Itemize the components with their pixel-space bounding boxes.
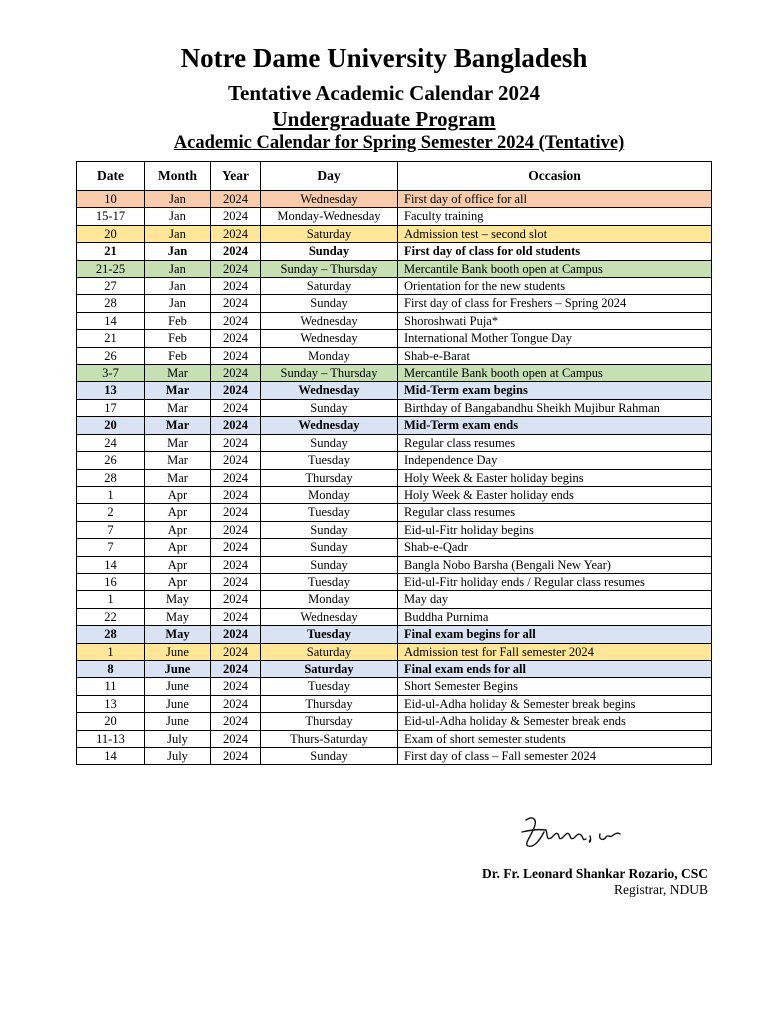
cell-occasion: Bangla Nobo Barsha (Bengali New Year) — [398, 556, 712, 573]
col-header-date: Date — [77, 162, 145, 191]
cell-occasion: May day — [398, 591, 712, 608]
col-header-occasion: Occasion — [398, 162, 712, 191]
table-row — [77, 678, 712, 695]
cell-occasion: Mid-Term exam begins — [398, 382, 712, 399]
table-row — [77, 626, 712, 643]
cell-year: 2024 — [211, 521, 261, 538]
table-row — [77, 486, 712, 503]
table-row — [77, 643, 712, 660]
cell-month: June — [145, 643, 211, 660]
cell-year: 2024 — [211, 591, 261, 608]
cell-date: 21 — [77, 330, 145, 347]
cell-year: 2024 — [211, 608, 261, 625]
cell-occasion: Shoroshwati Puja* — [398, 312, 712, 329]
cell-date: 20 — [77, 225, 145, 242]
cell-date: 15-17 — [77, 208, 145, 225]
cell-occasion: Regular class resumes — [398, 434, 712, 451]
cell-month: Jan — [145, 260, 211, 277]
cell-month: Mar — [145, 417, 211, 434]
cell-occasion: Admission test for Fall semester 2024 — [398, 643, 712, 660]
cell-date: 13 — [77, 382, 145, 399]
cell-occasion: Eid-ul-Adha holiday & Semester break begins — [398, 695, 712, 712]
cell-day: Thursday — [261, 695, 398, 712]
table-row — [77, 330, 712, 347]
cell-day: Tuesday — [261, 678, 398, 695]
cell-occasion: Eid-ul-Fitr holiday begins — [398, 521, 712, 538]
cell-month: Feb — [145, 330, 211, 347]
cell-month: July — [145, 748, 211, 765]
table-row — [77, 278, 712, 295]
cell-month: Apr — [145, 521, 211, 538]
cell-month: June — [145, 695, 211, 712]
cell-day: Monday — [261, 486, 398, 503]
cell-year: 2024 — [211, 643, 261, 660]
cell-occasion: First day of class for Freshers – Spring 2024 — [398, 295, 712, 312]
signature-image — [518, 810, 638, 856]
cell-date: 14 — [77, 748, 145, 765]
cell-year: 2024 — [211, 504, 261, 521]
col-header-year: Year — [211, 162, 261, 191]
table-row — [77, 556, 712, 573]
cell-day: Saturday — [261, 660, 398, 677]
cell-year: 2024 — [211, 486, 261, 503]
cell-occasion: Exam of short semester students — [398, 730, 712, 747]
cell-year: 2024 — [211, 539, 261, 556]
cell-year: 2024 — [211, 295, 261, 312]
cell-day: Sunday — [261, 539, 398, 556]
cell-day: Tuesday — [261, 573, 398, 590]
table-row — [77, 382, 712, 399]
cell-year: 2024 — [211, 225, 261, 242]
cell-month: Mar — [145, 434, 211, 451]
cell-occasion: Shab-e-Barat — [398, 347, 712, 364]
cell-day: Tuesday — [261, 626, 398, 643]
cell-year: 2024 — [211, 191, 261, 208]
cell-year: 2024 — [211, 678, 261, 695]
cell-month: Apr — [145, 539, 211, 556]
cell-occasion: Final exam ends for all — [398, 660, 712, 677]
table-header-row — [77, 162, 712, 191]
cell-month: Mar — [145, 399, 211, 416]
table-row — [77, 660, 712, 677]
table-row — [77, 608, 712, 625]
cell-month: Feb — [145, 347, 211, 364]
cell-date: 13 — [77, 695, 145, 712]
cell-year: 2024 — [211, 748, 261, 765]
cell-day: Wednesday — [261, 330, 398, 347]
cell-day: Sunday — [261, 243, 398, 260]
cell-date: 20 — [77, 417, 145, 434]
table-row — [77, 347, 712, 364]
cell-year: 2024 — [211, 243, 261, 260]
cell-date: 11 — [77, 678, 145, 695]
cell-day: Wednesday — [261, 417, 398, 434]
cell-day: Tuesday — [261, 504, 398, 521]
cell-year: 2024 — [211, 573, 261, 590]
cell-year: 2024 — [211, 399, 261, 416]
cell-month: May — [145, 591, 211, 608]
cell-year: 2024 — [211, 417, 261, 434]
table-row — [77, 295, 712, 312]
cell-month: Apr — [145, 573, 211, 590]
col-header-month: Month — [145, 162, 211, 191]
cell-date: 1 — [77, 643, 145, 660]
cell-month: Mar — [145, 365, 211, 382]
cell-month: July — [145, 730, 211, 747]
table-row — [77, 399, 712, 416]
signatory-name: Dr. Fr. Leonard Shankar Rozario, CSC — [481, 866, 708, 881]
cell-day: Thursday — [261, 469, 398, 486]
cell-date: 26 — [77, 347, 145, 364]
table-row — [77, 225, 712, 242]
cell-month: Jan — [145, 295, 211, 312]
cell-occasion: Holy Week & Easter holiday begins — [398, 469, 712, 486]
cell-date: 1 — [77, 591, 145, 608]
table-row — [77, 591, 712, 608]
cell-year: 2024 — [211, 330, 261, 347]
cell-occasion: Mercantile Bank booth open at Campus — [398, 365, 712, 382]
cell-year: 2024 — [211, 347, 261, 364]
cell-month: Feb — [145, 312, 211, 329]
cell-occasion: Orientation for the new students — [398, 278, 712, 295]
cell-occasion: Final exam begins for all — [398, 626, 712, 643]
cell-month: Apr — [145, 556, 211, 573]
cell-year: 2024 — [211, 278, 261, 295]
cell-occasion: Mid-Term exam ends — [398, 417, 712, 434]
cell-year: 2024 — [211, 452, 261, 469]
cell-month: June — [145, 678, 211, 695]
cell-month: Jan — [145, 278, 211, 295]
cell-date: 14 — [77, 312, 145, 329]
table-row — [77, 504, 712, 521]
cell-occasion: First day of class – Fall semester 2024 — [398, 748, 712, 765]
table-row — [77, 312, 712, 329]
cell-date: 21 — [77, 243, 145, 260]
cell-occasion: Faculty training — [398, 208, 712, 225]
cell-date: 16 — [77, 573, 145, 590]
cell-date: 24 — [77, 434, 145, 451]
cell-day: Sunday – Thursday — [261, 365, 398, 382]
cell-date: 22 — [77, 608, 145, 625]
table-row — [77, 521, 712, 538]
cell-month: June — [145, 660, 211, 677]
cell-year: 2024 — [211, 312, 261, 329]
cell-day: Sunday — [261, 748, 398, 765]
cell-month: Mar — [145, 382, 211, 399]
cell-occasion: Birthday of Bangabandhu Sheikh Mujibur Rahman — [398, 399, 712, 416]
table-row — [77, 713, 712, 730]
table-row — [77, 434, 712, 451]
cell-day: Sunday — [261, 556, 398, 573]
cell-day: Saturday — [261, 278, 398, 295]
semester-title: Academic Calendar for Spring Semester 2024 (Tentative) — [173, 133, 625, 153]
cell-day: Monday-Wednesday — [261, 208, 398, 225]
cell-day: Tuesday — [261, 452, 398, 469]
cell-occasion: Eid-ul-Fitr holiday ends / Regular class resumes — [398, 573, 712, 590]
cell-date: 21-25 — [77, 260, 145, 277]
cell-date: 26 — [77, 452, 145, 469]
cell-day: Sunday — [261, 399, 398, 416]
cell-date: 28 — [77, 469, 145, 486]
cell-month: Mar — [145, 469, 211, 486]
cell-date: 27 — [77, 278, 145, 295]
cell-month: Jan — [145, 243, 211, 260]
cell-occasion: Buddha Purnima — [398, 608, 712, 625]
cell-day: Wednesday — [261, 608, 398, 625]
cell-date: 28 — [77, 626, 145, 643]
cell-month: Jan — [145, 208, 211, 225]
cell-occasion: Regular class resumes — [398, 504, 712, 521]
cell-occasion: Short Semester Begins — [398, 678, 712, 695]
cell-month: Apr — [145, 504, 211, 521]
university-title: Notre Dame University Bangladesh — [180, 43, 588, 73]
cell-date: 28 — [77, 295, 145, 312]
cell-occasion: International Mother Tongue Day — [398, 330, 712, 347]
table-row — [77, 695, 712, 712]
cell-day: Saturday — [261, 225, 398, 242]
signatory-title: Registrar, NDUB — [614, 882, 708, 897]
table-body — [77, 191, 712, 765]
cell-year: 2024 — [211, 695, 261, 712]
cell-year: 2024 — [211, 382, 261, 399]
cell-date: 20 — [77, 713, 145, 730]
calendar-title: Tentative Academic Calendar 2024 — [227, 81, 541, 105]
cell-day: Thurs-Saturday — [261, 730, 398, 747]
cell-occasion: First day of class for old students — [398, 243, 712, 260]
table-row — [77, 417, 712, 434]
cell-occasion: Independence Day — [398, 452, 712, 469]
cell-month: Jan — [145, 225, 211, 242]
table-row — [77, 730, 712, 747]
cell-day: Sunday — [261, 434, 398, 451]
cell-month: June — [145, 713, 211, 730]
table-row — [77, 260, 712, 277]
cell-occasion: Shab-e-Qadr — [398, 539, 712, 556]
cell-date: 8 — [77, 660, 145, 677]
cell-month: Jan — [145, 191, 211, 208]
table-row — [77, 243, 712, 260]
cell-date: 17 — [77, 399, 145, 416]
cell-year: 2024 — [211, 660, 261, 677]
cell-year: 2024 — [211, 713, 261, 730]
cell-day: Monday — [261, 591, 398, 608]
cell-date: 2 — [77, 504, 145, 521]
cell-date: 10 — [77, 191, 145, 208]
cell-occasion: Admission test – second slot — [398, 225, 712, 242]
cell-occasion: Eid-ul-Adha holiday & Semester break ends — [398, 713, 712, 730]
cell-date: 7 — [77, 521, 145, 538]
table-row — [77, 365, 712, 382]
table-row — [77, 573, 712, 590]
table-row — [77, 748, 712, 765]
cell-year: 2024 — [211, 626, 261, 643]
cell-date: 7 — [77, 539, 145, 556]
cell-year: 2024 — [211, 365, 261, 382]
cell-month: Mar — [145, 452, 211, 469]
cell-year: 2024 — [211, 434, 261, 451]
cell-year: 2024 — [211, 556, 261, 573]
cell-year: 2024 — [211, 260, 261, 277]
program-title: Undergraduate Program — [272, 107, 496, 131]
table-row — [77, 469, 712, 486]
cell-day: Sunday — [261, 295, 398, 312]
cell-day: Monday — [261, 347, 398, 364]
cell-year: 2024 — [211, 208, 261, 225]
cell-day: Wednesday — [261, 191, 398, 208]
cell-date: 1 — [77, 486, 145, 503]
cell-occasion: Mercantile Bank booth open at Campus — [398, 260, 712, 277]
cell-day: Wednesday — [261, 382, 398, 399]
calendar-table — [76, 161, 712, 765]
table-row — [77, 208, 712, 225]
cell-date: 3-7 — [77, 365, 145, 382]
table-row — [77, 191, 712, 208]
cell-year: 2024 — [211, 730, 261, 747]
cell-day: Sunday — [261, 521, 398, 538]
table-row — [77, 539, 712, 556]
cell-date: 11-13 — [77, 730, 145, 747]
cell-month: May — [145, 608, 211, 625]
cell-day: Wednesday — [261, 312, 398, 329]
cell-year: 2024 — [211, 469, 261, 486]
cell-occasion: First day of office for all — [398, 191, 712, 208]
cell-date: 14 — [77, 556, 145, 573]
cell-occasion: Holy Week & Easter holiday ends — [398, 486, 712, 503]
cell-day: Sunday – Thursday — [261, 260, 398, 277]
cell-day: Thursday — [261, 713, 398, 730]
cell-month: Apr — [145, 486, 211, 503]
cell-day: Saturday — [261, 643, 398, 660]
table-row — [77, 452, 712, 469]
cell-month: May — [145, 626, 211, 643]
col-header-day: Day — [261, 162, 398, 191]
